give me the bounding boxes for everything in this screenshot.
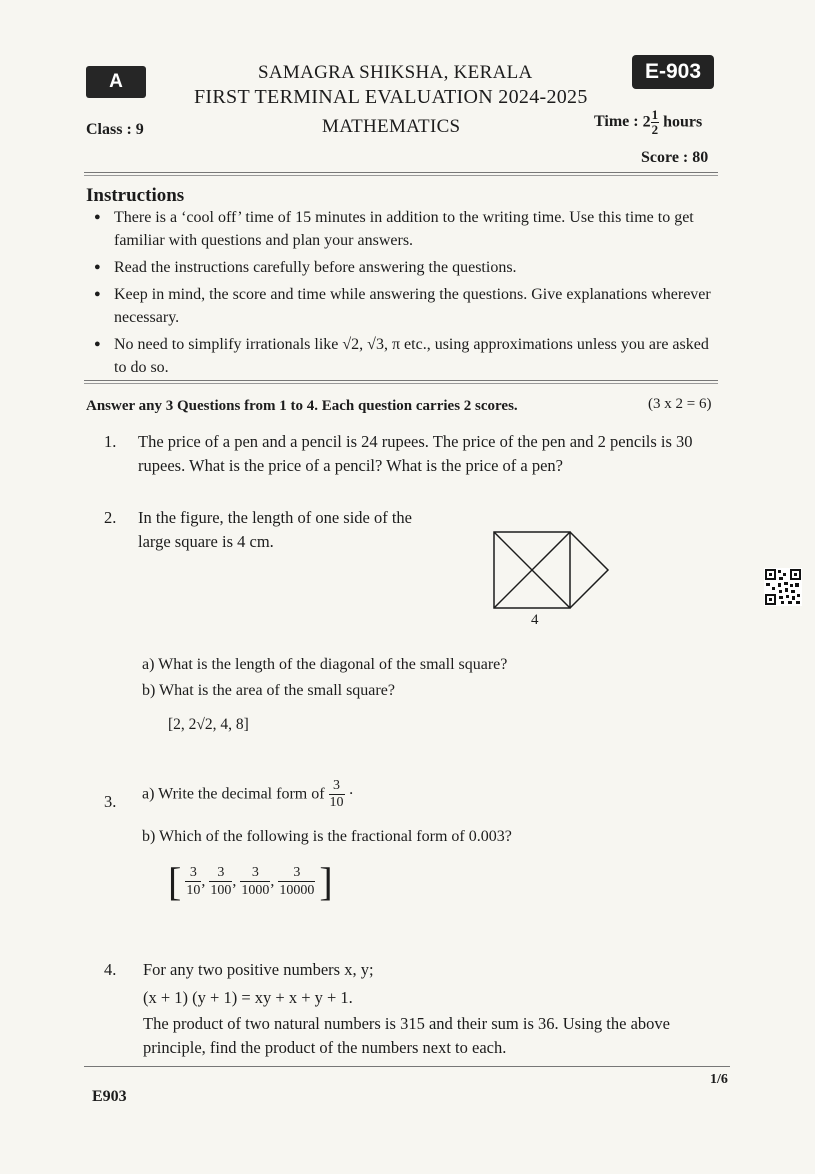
q3a-fraction-den: 10 <box>329 795 344 810</box>
footer-divider <box>84 1066 730 1067</box>
figure-side-label: 4 <box>531 612 539 628</box>
header-divider <box>84 172 718 176</box>
instructions-list <box>88 206 718 383</box>
q4-line1: For any two positive numbers x, y; <box>143 960 374 979</box>
time-fraction-den: 2 <box>651 122 659 137</box>
q3-option: $\frac{3}{10000}$ <box>279 865 315 898</box>
section-heading: Answer any 3 Questions from 1 to 4. Each question carries 2 scores. <box>86 398 518 414</box>
subject-title: MATHEMATICS <box>322 116 461 137</box>
organisation-title: SAMAGRA SHIKSHA, KERALA <box>258 62 533 83</box>
paper-code-badge: E-903 <box>632 55 714 89</box>
time-label: Time : <box>594 113 639 131</box>
q3b-text: b) Which of the following is the fractional form of 0.003? <box>142 828 512 845</box>
q3a-line: a) Write the decimal form of $\frac{3}{10}$ · <box>142 778 354 810</box>
q2a-text: a) What is the length of the diagonal of the small square? <box>142 656 508 673</box>
time-unit: hours <box>663 113 703 131</box>
q4-line2: (x + 1) (y + 1) = xy + x + y + 1. <box>143 988 353 1007</box>
qr-code-icon <box>764 568 802 606</box>
q3a-fraction <box>329 778 345 811</box>
instructions-title: Instructions <box>86 185 185 206</box>
square-figure <box>490 528 620 612</box>
q3-option: $\frac{3}{100}$ <box>210 865 232 898</box>
time-fraction-num: 1 <box>651 107 659 122</box>
q4-number: 4. <box>104 960 117 979</box>
q3-option: $\frac{3}{10}$ <box>186 865 201 898</box>
set-label-badge: A <box>86 66 146 98</box>
q3-number: 3. <box>104 792 117 811</box>
small-square-half <box>570 532 608 608</box>
score-label: Score : 80 <box>641 149 709 166</box>
class-label: Class : 9 <box>86 121 144 138</box>
instruction-item: ● Keep in mind, the score and time while answering the questions. Give explanations wherever necessary. <box>88 283 718 329</box>
q2-options: [2, 2√2, 4, 8] <box>168 716 249 733</box>
instructions-divider <box>84 380 718 384</box>
q4-text: The product of two natural numbers is 315 and their sum is 36. Using the above principle, find the product of the numbers next to each. <box>143 1014 670 1057</box>
instruction-item: ● There is a ‘cool off’ time of 15 minutes in addition to the writing time. Use this time to get familiar with questions and plan your answers. <box>88 206 718 252</box>
instruction-item: ● Read the instructions carefully before answering the questions. <box>88 256 718 279</box>
q3a-text: a) Write the decimal form of <box>142 785 325 803</box>
time-fraction <box>651 108 660 137</box>
q3a-fraction-num: 3 <box>329 778 345 795</box>
q2-number: 2. <box>104 508 117 527</box>
q3-option: $\frac{3}{1000}$ <box>241 865 270 898</box>
time-allowed <box>594 108 702 137</box>
q1-number: 1. <box>104 432 117 451</box>
q3-options: [ $\frac{3}{10}$ , $\frac{3}{100}$ , $\frac{3}{1000}$ , $\frac{3}{10000}$ ] <box>168 859 333 904</box>
exam-title: FIRST TERMINAL EVALUATION 2024-2025 <box>194 86 588 108</box>
section-marks: (3 x 2 = 6) <box>648 396 712 412</box>
q1-text: The price of a pen and a pencil is 24 rupees. The price of the pen and 2 pencils is 30 rupees. What is the price of a pencil? What is the price of a pen? <box>138 432 693 475</box>
q2b-text: b) What is the area of the small square? <box>142 682 395 699</box>
footer-paper-code: E903 <box>92 1088 127 1105</box>
q2-text: In the figure, the length of one side of the large square is 4 cm. <box>138 508 412 551</box>
page-number: 1/6 <box>710 1072 728 1087</box>
instruction-item: ● No need to simplify irrationals like √2, √3, π etc., using approximations unless you are asked to do so. <box>88 333 718 379</box>
time-whole: 2 <box>642 113 651 131</box>
